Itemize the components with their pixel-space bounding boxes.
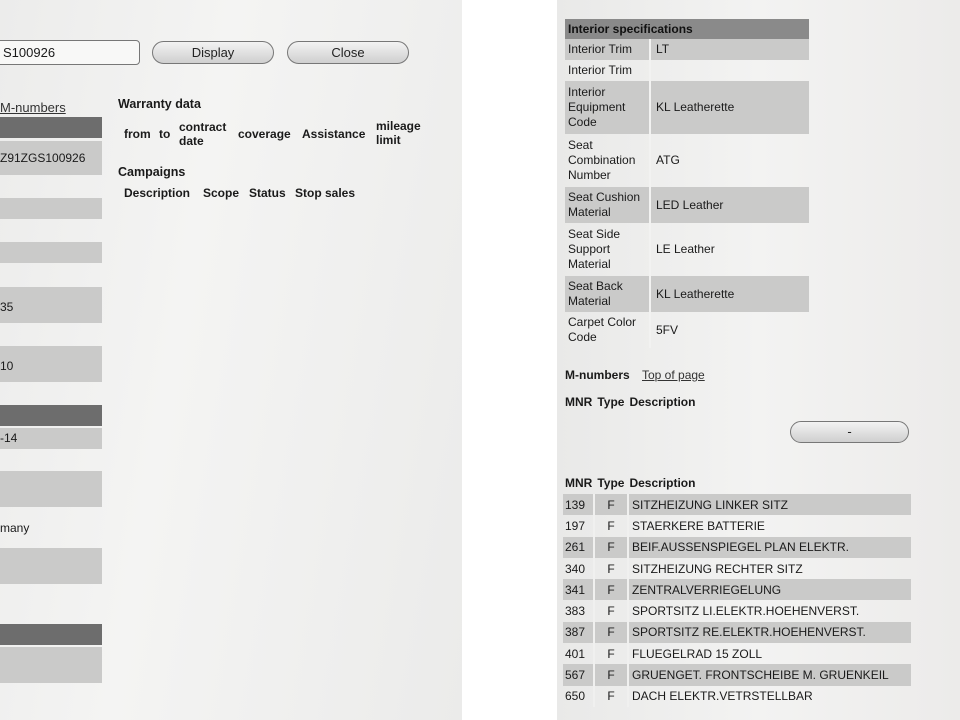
table-row xyxy=(0,647,102,683)
table-row xyxy=(0,346,102,382)
type-cell: F xyxy=(595,622,629,643)
table-row xyxy=(0,428,102,449)
m-numbers-title: M-numbers xyxy=(565,368,630,382)
table-row xyxy=(563,643,911,664)
table-row xyxy=(0,287,102,323)
spec-row xyxy=(565,223,809,276)
page-gap xyxy=(462,0,557,720)
table-row xyxy=(0,471,102,507)
table-row xyxy=(563,494,911,515)
table-row xyxy=(0,242,102,263)
mnr-col-header: MNR xyxy=(565,476,593,490)
spec-value: KL Leatherette xyxy=(656,100,735,114)
warranty-col-from: from xyxy=(124,127,151,141)
close-button[interactable]: Close xyxy=(287,41,409,64)
top-of-page-link[interactable]: Top of page xyxy=(642,368,705,382)
warranty-title: Warranty data xyxy=(118,97,201,111)
description-cell: STAERKERE BATTERIE xyxy=(632,518,765,533)
interior-specifications-title: Interior specifications xyxy=(565,19,809,39)
table-row xyxy=(563,579,911,600)
spec-row xyxy=(565,276,809,312)
spec-value: ATG xyxy=(656,153,680,167)
table-row xyxy=(563,558,911,579)
type-cell: F xyxy=(595,494,629,515)
description-col-header: Description xyxy=(629,476,696,490)
mnr-header-top xyxy=(565,395,700,409)
table-row xyxy=(563,622,911,643)
type-cell: F xyxy=(595,579,629,600)
description-cell: ZENTRALVERRIEGELUNG xyxy=(632,582,782,597)
mnr-table-header xyxy=(565,476,700,490)
spec-label: Seat Combination Number xyxy=(565,134,651,187)
spec-value: 5FV xyxy=(656,322,679,337)
spec-value: LE Leather xyxy=(656,242,715,256)
mnr-cell: 340 xyxy=(563,558,595,579)
type-cell: F xyxy=(595,515,629,536)
type-cell: F xyxy=(595,600,629,621)
table-row xyxy=(0,198,102,219)
m-numbers-link[interactable]: M-numbers xyxy=(0,100,66,115)
spec-value: LED Leather xyxy=(656,197,724,212)
description-cell: GRUENGET. FRONTSCHEIBE M. GRUENKEIL xyxy=(632,668,889,683)
spec-label: Seat Back Material xyxy=(565,276,651,312)
mnr-cell: 567 xyxy=(563,664,595,685)
vin-value: Z91ZGS100926 xyxy=(0,151,86,165)
description-cell: FLUEGELRAD 15 ZOLL xyxy=(632,646,763,661)
mnr-cell: 401 xyxy=(563,643,595,664)
description-cell: SITZHEIZUNG LINKER SITZ xyxy=(632,497,789,512)
mnr-cell: 650 xyxy=(563,686,595,707)
table-row xyxy=(563,664,911,685)
table-row xyxy=(563,537,911,558)
spec-row xyxy=(565,134,809,187)
type-col-header: Type xyxy=(597,476,625,490)
row-value: 10 xyxy=(0,359,14,373)
vin-row xyxy=(0,141,102,175)
spec-label: Seat Cushion Material xyxy=(565,187,651,223)
spec-row xyxy=(565,81,809,134)
section-header-bar xyxy=(0,405,102,426)
table-row xyxy=(563,686,911,707)
mnr-col-header: MNR xyxy=(565,395,593,409)
mnr-table xyxy=(563,494,911,707)
table-row xyxy=(0,548,102,584)
spec-row xyxy=(565,39,809,60)
warranty-col-coverage: coverage xyxy=(238,127,291,141)
type-cell: F xyxy=(595,643,629,664)
spec-label: Interior Equipment Code xyxy=(565,81,651,134)
country-value: many xyxy=(0,521,30,535)
spec-label: Interior Trim xyxy=(565,60,651,81)
spec-label: Interior Trim xyxy=(565,39,651,60)
spec-value: LT xyxy=(656,42,670,56)
interior-specifications-table xyxy=(565,19,809,348)
description-cell: SITZHEIZUNG RECHTER SITZ xyxy=(632,561,803,576)
description-cell: DACH ELEKTR.VETRSTELLBAR xyxy=(632,689,813,704)
mnr-cell: 197 xyxy=(563,515,595,536)
campaign-col-stop-sales: Stop sales xyxy=(295,186,356,200)
row-value: -14 xyxy=(0,431,18,445)
description-cell: SPORTSITZ LI.ELEKTR.HOEHENVERST. xyxy=(632,604,860,619)
mnr-cell: 387 xyxy=(563,622,595,643)
campaigns-title: Campaigns xyxy=(118,165,186,179)
campaign-col-status: Status xyxy=(249,186,286,200)
campaign-col-description: Description xyxy=(124,186,191,200)
mnr-cell: 261 xyxy=(563,537,595,558)
mnr-cell: 139 xyxy=(563,494,595,515)
display-button[interactable]: Display xyxy=(152,41,274,64)
type-col-header: Type xyxy=(597,395,625,409)
spec-row xyxy=(565,312,809,348)
mnr-cell: 341 xyxy=(563,579,595,600)
mnr-cell: 383 xyxy=(563,600,595,621)
row-value: 35 xyxy=(0,300,14,314)
section-header-bar xyxy=(0,624,102,645)
spec-value: KL Leatherette xyxy=(656,286,735,301)
description-cell: SPORTSITZ RE.ELEKTR.HOEHENVERST. xyxy=(632,625,866,640)
spec-row xyxy=(565,187,809,223)
type-cell: F xyxy=(595,537,629,558)
spec-row xyxy=(565,60,809,81)
warranty-col-to: to xyxy=(159,127,171,141)
spec-label: Carpet Color Code xyxy=(565,312,651,348)
description-cell: BEIF.AUSSENSPIEGEL PLAN ELEKTR. xyxy=(632,540,849,555)
warranty-col-contract-date: contract date xyxy=(179,120,227,148)
warranty-col-assistance: Assistance xyxy=(302,127,366,141)
spec-label: Seat Side Support Material xyxy=(565,223,651,276)
section-header-bar xyxy=(0,117,102,138)
type-cell: F xyxy=(595,664,629,685)
dash-button[interactable]: - xyxy=(790,421,909,443)
vehicle-number-input[interactable]: S100926 xyxy=(0,40,140,65)
campaign-col-scope: Scope xyxy=(203,186,240,200)
description-col-header: Description xyxy=(629,395,696,409)
type-cell: F xyxy=(595,686,629,707)
table-row xyxy=(563,600,911,621)
table-row xyxy=(563,515,911,536)
warranty-col-mileage-limit: mileage limit xyxy=(376,119,421,147)
left-page xyxy=(0,0,462,720)
type-cell: F xyxy=(595,558,629,579)
